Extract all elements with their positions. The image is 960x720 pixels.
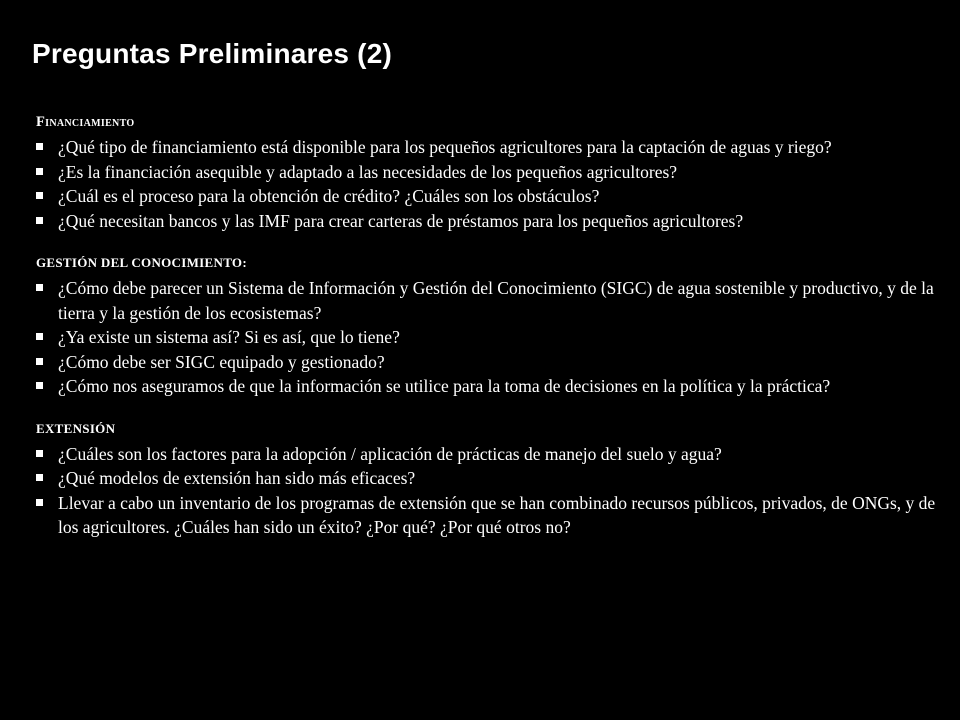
list-item-text: ¿Qué necesitan bancos y las IMF para crear carteras de préstamos para los pequeños agricultores?: [58, 210, 744, 231]
slide-content: [36, 112, 936, 560]
list-item-text: ¿Cómo debe ser SIGC equipado y gestionado?: [58, 351, 385, 372]
list-item-text: ¿Cómo debe parecer un Sistema de Información y Gestión del Conocimiento (SIGC) de agua sostenible y productivo, y de la tierra y la gestión de los ecosistemas?: [58, 278, 934, 323]
list-item: [36, 209, 936, 234]
section-financiamiento: [36, 112, 936, 233]
list-item: [36, 491, 936, 540]
list-item-text: ¿Es la financiación asequible y adaptado a las necesidades de los pequeños agricultores?: [58, 161, 678, 182]
list-item: [36, 325, 936, 350]
list-item: [36, 374, 936, 399]
list-item-text: Llevar a cabo un inventario de los programas de extensión que se han combinado recursos públicos, privados, de ONGs, y de los agricultores. ¿Cuáles han sido un éxito? ¿Por qué? ¿Por qué otros no?: [58, 492, 936, 537]
list-item: [36, 350, 936, 375]
list-item: [36, 466, 936, 491]
list-item-text: ¿Cuáles son los factores para la adopción / aplicación de prácticas de manejo del suelo y agua?: [58, 443, 722, 464]
list-item-text: ¿Qué tipo de financiamiento está disponible para los pequeños agricultores para la captación de aguas y riego?: [58, 137, 832, 157]
bullet-list: [36, 442, 936, 540]
square-bullet-icon: [36, 168, 43, 175]
list-item: [36, 184, 936, 209]
list-item-text: ¿Cuál es el proceso para la obtención de crédito? ¿Cuáles son los obstáculos?: [58, 186, 600, 206]
square-bullet-icon: [36, 143, 43, 150]
square-bullet-icon: [36, 284, 43, 291]
list-item-text: ¿Qué modelos de extensión han sido más eficaces?: [58, 468, 416, 488]
bullet-list: [36, 276, 936, 399]
list-item-text: ¿Cómo nos aseguramos de que la información se utilice para la toma de decisiones en la política y la práctica?: [58, 376, 831, 396]
section-gestion-conocimiento: [36, 253, 936, 399]
square-bullet-icon: [36, 358, 43, 365]
section-heading: EXTENSIÓN: [36, 420, 116, 436]
bullet-list: [36, 135, 936, 233]
list-item: [36, 442, 936, 467]
square-bullet-icon: [36, 499, 43, 506]
section-heading: GESTIÓN DEL CONOCIMIENTO:: [36, 255, 247, 270]
list-item: [36, 135, 936, 160]
square-bullet-icon: [36, 450, 43, 457]
list-item: [36, 276, 936, 325]
square-bullet-icon: [36, 333, 43, 340]
square-bullet-icon: [36, 474, 43, 481]
list-item-text: ¿Ya existe un sistema así? Si es así, que lo tiene?: [58, 327, 400, 347]
list-item: [36, 160, 936, 185]
square-bullet-icon: [36, 382, 43, 389]
slide-title: Preguntas Preliminares (2): [32, 38, 392, 69]
section-heading: Financiamiento: [36, 114, 135, 130]
square-bullet-icon: [36, 192, 43, 199]
square-bullet-icon: [36, 217, 43, 224]
section-extension: [36, 419, 936, 540]
